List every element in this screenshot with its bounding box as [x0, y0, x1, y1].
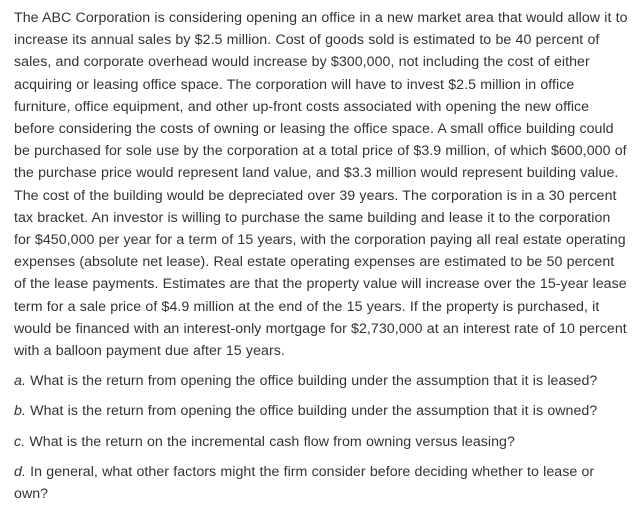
question-d-text: In general, what other factors might the firm consider before deciding whether to lease or own?	[14, 463, 595, 503]
question-b-text: What is the return from opening the office building under the assumption that it is owned?	[25, 403, 598, 420]
question-d	[14, 461, 630, 505]
question-a-text: What is the return from opening the office building under the assumption that it is leased?	[25, 373, 598, 390]
question-c	[14, 431, 630, 453]
question-c-letter: c.	[14, 433, 26, 450]
document-content	[14, 7, 630, 505]
question-c-text: What is the return on the incremental cash flow from owning versus leasing?	[25, 433, 515, 450]
problem-statement: The ABC Corporation is considering opening an office in a new market area that would allow it to increase its annual sales by $2.5 million. Cost of goods sold is estimated to be 40 percent of sales, and corporate overhead would increase by $300,000, not including the cost of either acquiring or leasing office space. The corporation will have to invest $2.5 million in office furniture, office equipment, and other up-front costs associated with opening the new office before considering the costs of owning or leasing the office space. A small office building could be purchased for sole use by the corporation at a total price of $3.9 million, of which $600,000 of the purchase price would represent land value, and $3.3 million would represent building value. The cost of the building would be depreciated over 39 years. The corporation is in a 30 percent tax bracket. An investor is willing to purchase the same building and lease it to the corporation for $450,000 per year for a term of 15 years, with the corporation paying all real estate operating expenses (absolute net lease). Real estate operating expenses are estimated to be 50 percent of the lease payments. Estimates are that the property value will increase over the 15-year lease term for a sale price of $4.9 million at the end of the 15 years. If the property is purchased, it would be financed with an interest-only mortgage for $2,730,000 at an interest rate of 10 percent with a balloon payment due after 15 years.	[14, 10, 628, 360]
question-a	[14, 370, 630, 392]
question-b-letter: b.	[14, 403, 26, 420]
question-d-letter: d.	[14, 463, 26, 480]
question-a-letter: a.	[14, 373, 26, 390]
question-b	[14, 400, 630, 422]
